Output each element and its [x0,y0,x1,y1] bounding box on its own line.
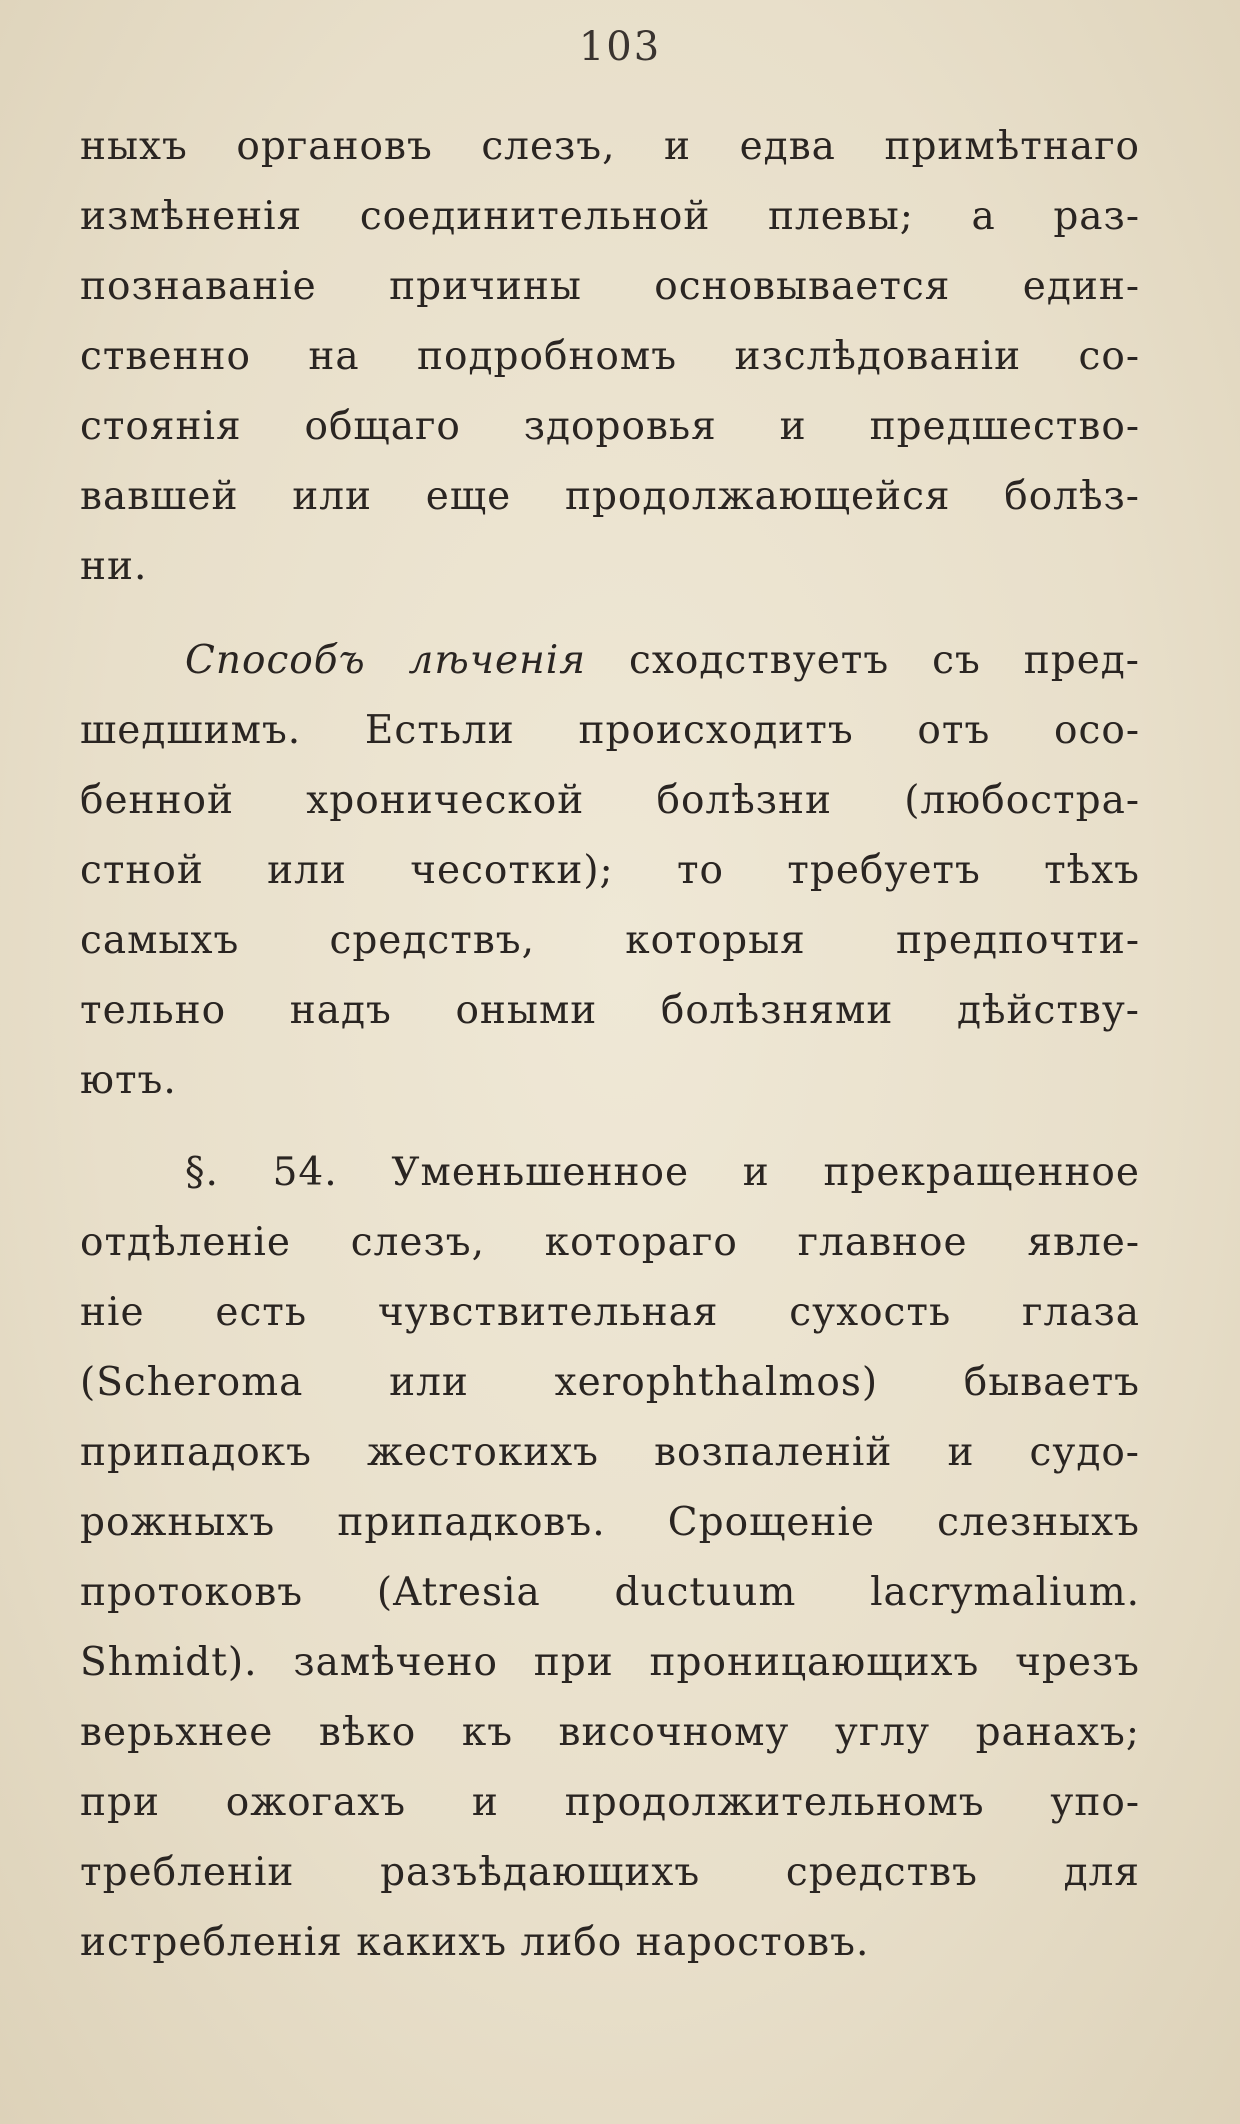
page-number: 103 [578,24,662,70]
italic-lead: Способъ лѣченія [185,638,587,683]
text-line: припадокъ жестокихъ возпаленій и судо- [80,1430,1140,1475]
text-line: верьхнее вѣко къ височному углу ранахъ; [80,1710,1140,1755]
text-line-rest: сходствуетъ съ пред- [586,638,1140,683]
text-line: стной или чесотки); то требуетъ тѣхъ [80,848,1140,893]
text-line: Shmidt). замѣчено при проницающихъ чрезъ [80,1640,1140,1685]
text-line: при ожогахъ и продолжительномъ упо- [80,1780,1140,1825]
paragraph-3 [80,1138,1140,1978]
text-line: ютъ. [80,1058,177,1103]
paragraph-1 [80,112,1140,602]
text-line: ныхъ органовъ слезъ, и едва примѣтнаго [80,124,1140,169]
text-line: ни. [80,544,148,589]
text-line: рожныхъ припадковъ. Срощеніе слезныхъ [80,1500,1140,1545]
text-line: ственно на подробномъ изслѣдованіи со- [80,334,1140,379]
paragraph-2 [80,626,1140,1116]
text-line: измѣненія соединительной плевы; а раз- [80,194,1140,239]
text-line: (Scheroma или xerophthalmos) бываетъ [80,1360,1140,1405]
text-line: протоковъ (Atresia ductuum lacrymalium. [80,1570,1140,1615]
text-line: ніе есть чувствительная сухость глаза [80,1290,1140,1335]
text-line: истребленія какихъ либо наростовъ. [80,1920,870,1965]
text-line: вавшей или еще продолжающейся болѣз- [80,474,1140,519]
text-line: самыхъ средствъ, которыя предпочти- [80,918,1140,963]
text-line: бенной хронической болѣзни (любостра- [80,778,1140,823]
text-line: требленіи разъѣдающихъ средствъ для [80,1850,1140,1895]
text-line: шедшимъ. Естьли происходитъ отъ осо- [80,708,1140,753]
text-line: стоянія общаго здоровья и предшество- [80,404,1140,449]
text-line: §. 54. Уменьшенное и прекращенное [185,1150,1140,1195]
text-line: отдѣленіе слезъ, котораго главное явле- [80,1220,1140,1265]
text-line: познаваніе причины основывается един- [80,264,1140,309]
text-line [80,626,1140,696]
text-line: тельно надъ оными болѣзнями дѣйству- [80,988,1140,1033]
